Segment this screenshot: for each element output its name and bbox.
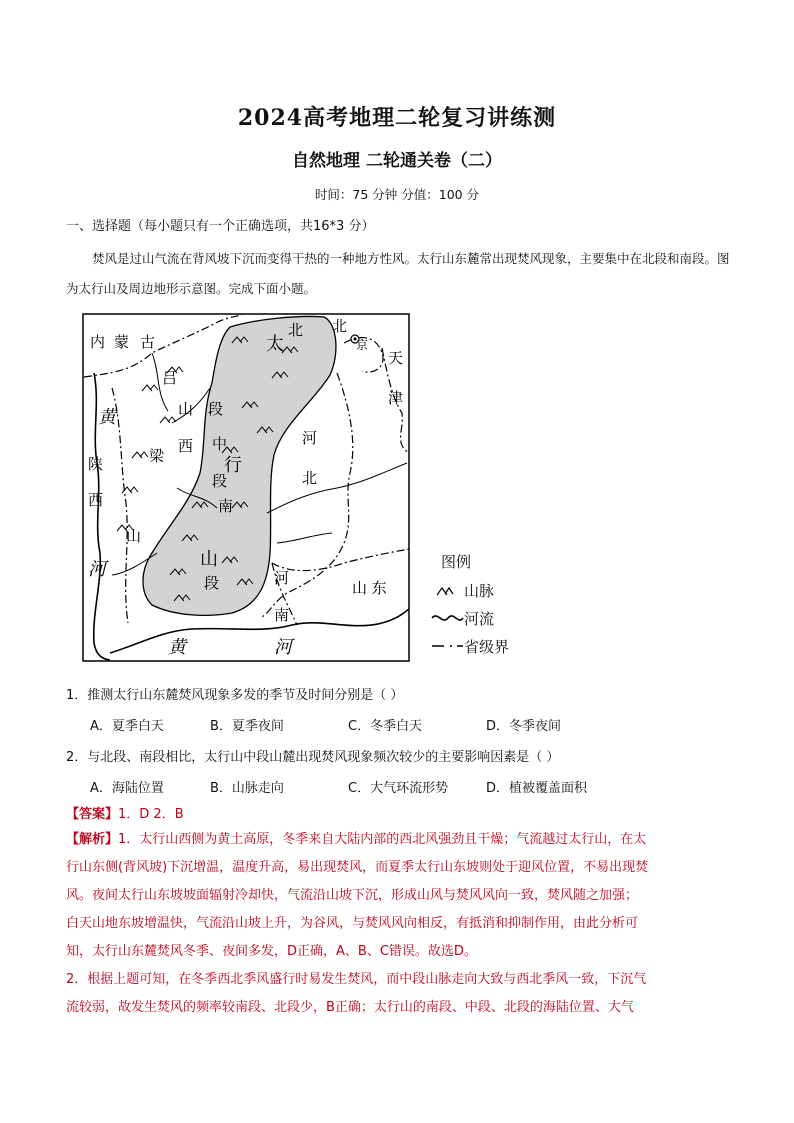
label-nan-small: 南 <box>218 497 234 515</box>
legend-river: 河流 <box>464 610 495 628</box>
section-heading: 一、选择题（每小题只有一个正确选项，共16*3 分） <box>66 219 375 234</box>
label-henan-2: 南 <box>274 606 290 624</box>
label-tianjin-2: 津 <box>388 389 404 407</box>
label-bei-small: 北 <box>288 321 304 339</box>
label-shanxi-1: 山 <box>178 400 194 418</box>
analysis-line-1: 1．太行山西侧为黄土高原，冬季来自大陆内部的西北风强劲且干燥；气流越过太行山，在太 <box>118 832 647 847</box>
legend-title: 图例 <box>441 553 472 571</box>
q2-option-b: B．山脉走向 <box>210 781 284 796</box>
label-he-left: 河 <box>88 559 106 580</box>
exam-meta: 时间：75 分钟 分值：100 分 <box>314 187 480 202</box>
label-beijing-1: 北 <box>332 317 348 335</box>
label-lvliang-1: 吕 <box>162 369 178 387</box>
label-zhong: 中 <box>212 435 228 453</box>
page-title: 2024高考地理二轮复习讲练测 <box>237 105 557 131</box>
page-subtitle: 自然地理 二轮通关卷（二） <box>292 151 502 171</box>
q2-option-c: C．大气环流形势 <box>348 781 449 796</box>
label-neimenggu-2: 蒙 <box>114 333 130 351</box>
mountain-legend-icon <box>434 581 460 599</box>
label-tianjin-1: 天 <box>388 349 404 367</box>
legend-mountain: 山脉 <box>464 582 495 600</box>
analysis-paragraph-1 <box>66 826 734 1022</box>
label-neimenggu-1: 内 <box>90 333 106 351</box>
legend-border: 省级界 <box>464 638 510 656</box>
q1-option-d: D．冬季夜间 <box>486 719 562 734</box>
analysis-tag: 【解析】 <box>66 832 119 847</box>
label-beijing-2: 京 <box>356 338 369 352</box>
label-tai: 太 <box>266 334 284 355</box>
label-neimenggu-3: 古 <box>140 333 156 351</box>
q1-option-b: B．夏季夜间 <box>210 719 284 734</box>
label-shaanxi-2: 西 <box>88 491 104 509</box>
analysis-line-2: 行山东侧(背风坡)下沉增温，温度升高，易出现焚风，而夏季太行山东坡则处于迎风位置，不易出现焚 <box>66 860 649 875</box>
label-hang: 行 <box>224 455 242 476</box>
q1-option-c: C．冬季白天 <box>348 719 423 734</box>
label-henan-1: 河 <box>274 569 290 587</box>
q1-option-a: A．夏季白天 <box>90 719 164 734</box>
label-lvliang-2: 梁 <box>149 447 165 465</box>
q2-option-a: A．海陆位置 <box>90 781 164 796</box>
label-hebei-2: 北 <box>302 469 318 487</box>
taihang-map <box>82 313 412 663</box>
border-legend-icon <box>430 637 464 655</box>
label-shandong: 山 东 <box>352 579 387 597</box>
river-legend-icon <box>430 609 464 627</box>
analysis-line-6: 2．根据上题可知，在冬季西北季风盛行时易发生焚风，而中段山脉走向大致与西北季风一致，下沉气 <box>66 972 647 987</box>
label-lvliang-3: 山 <box>126 527 142 545</box>
q2-option-d: D．植被覆盖面积 <box>486 781 588 796</box>
label-shaanxi-1: 陕 <box>88 455 104 473</box>
analysis-line-7: 流较弱，故发生焚风的频率较南段、北段少，B正确；太行山的南段、中段、北段的海陆位置、大气 <box>66 1000 634 1015</box>
label-he-bottom: 河 <box>274 637 292 658</box>
analysis-line-5: 知，太行山东麓焚风冬季、夜间多发，D正确，A、B、C错误。故选D。 <box>66 944 477 959</box>
label-hebei-1: 河 <box>302 429 318 447</box>
answer-tag: 【答案】 <box>66 807 119 822</box>
question-1-stem: 1．推测太行山东麓焚风现象多发的季节及时间分别是（ ） <box>66 688 404 703</box>
label-huang-bottom: 黄 <box>168 637 186 658</box>
label-shan-big: 山 <box>200 549 218 570</box>
label-duan-south: 段 <box>204 574 220 592</box>
label-duan-north: 段 <box>208 400 224 418</box>
analysis-line-3: 风。夜间太行山东坡坡面辐射冷却快，气流沿山坡下沉，形成山风与焚风风向一致，焚风随之加强； <box>66 888 639 903</box>
answer-line <box>66 803 184 822</box>
question-2-stem: 2．与北段、南段相比，太行山中段山麓出现焚风现象频次较少的主要影响因素是（ ） <box>66 750 560 765</box>
label-huang-left: 黄 <box>98 407 116 428</box>
label-shanxi-2: 西 <box>178 437 194 455</box>
answer-text: 1．D 2．B <box>118 807 184 822</box>
intro-paragraph: 焚风是过山气流在背风坡下沉而变得干热的一种地方性风。太行山东麓常出现焚风现象，主要集中在北段和南段。图为太行山及周边地形示意图。完成下面小题。 <box>66 251 730 296</box>
label-duan-mid: 段 <box>212 472 228 490</box>
analysis-line-4: 白天山地东坡增温快，气流沿山坡上升，为谷风，与焚风风向相反，有抵消和抑制作用，由此分析可 <box>66 916 639 931</box>
